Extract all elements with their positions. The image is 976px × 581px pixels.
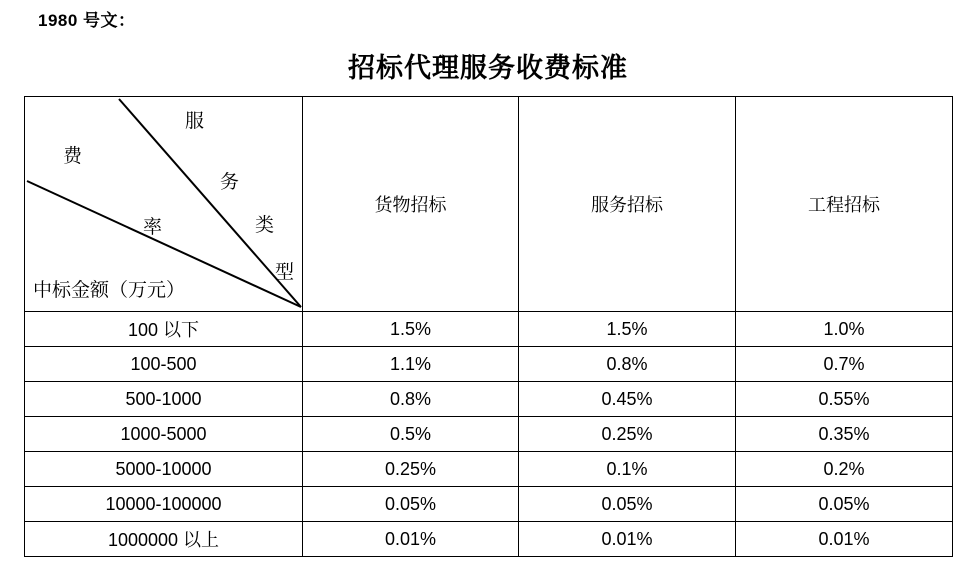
corner-label-amount: 中标金额（万元） [33,280,186,301]
cell-services: 0.25% [519,417,736,452]
corner-label-type: 务 [220,172,240,193]
table-row [25,522,953,557]
cell-goods: 1.1% [303,347,519,382]
document-reference: 1980 号文： [38,11,136,30]
cell-services: 1.5% [519,312,736,347]
table-row [25,312,953,347]
table-row [25,382,953,417]
row-label: 1000000 以上 [25,522,303,557]
cell-works: 1.0% [736,312,953,347]
column-header-works: 工程招标 [736,97,953,312]
cell-services: 0.45% [519,382,736,417]
corner-label-fee: 费 [63,146,83,167]
table-row [25,452,953,487]
row-label: 1000-5000 [25,417,303,452]
cell-goods: 0.05% [303,487,519,522]
cell-goods: 0.8% [303,382,519,417]
cell-services: 0.05% [519,487,736,522]
cell-works: 0.01% [736,522,953,557]
cell-goods: 0.25% [303,452,519,487]
row-label: 10000-100000 [25,487,303,522]
cell-works: 0.05% [736,487,953,522]
table-row [25,417,953,452]
cell-services: 0.1% [519,452,736,487]
cell-services: 0.01% [519,522,736,557]
row-label: 100 以下 [25,312,303,347]
corner-label-rate: 率 [143,217,163,238]
column-header-goods: 货物招标 [303,97,519,312]
cell-goods: 0.5% [303,417,519,452]
table-corner-cell [25,97,303,312]
table-header-row [25,97,953,312]
cell-works: 0.35% [736,417,953,452]
cell-works: 0.55% [736,382,953,417]
row-label: 100-500 [25,347,303,382]
fee-standard-table-wrapper [24,96,952,557]
cell-services: 0.8% [519,347,736,382]
row-label: 5000-10000 [25,452,303,487]
corner-label-kind: 类 [255,215,275,236]
fee-standard-table [24,96,953,557]
table-row [25,487,953,522]
page-title: 招标代理服务收费标准 [348,53,628,83]
column-header-services: 服务招标 [519,97,736,312]
table-row [25,347,953,382]
row-label: 500-1000 [25,382,303,417]
corner-label-service: 服 [185,111,205,132]
cell-goods: 0.01% [303,522,519,557]
cell-works: 0.2% [736,452,953,487]
cell-works: 0.7% [736,347,953,382]
cell-goods: 1.5% [303,312,519,347]
corner-label-kind2: 型 [275,262,295,283]
